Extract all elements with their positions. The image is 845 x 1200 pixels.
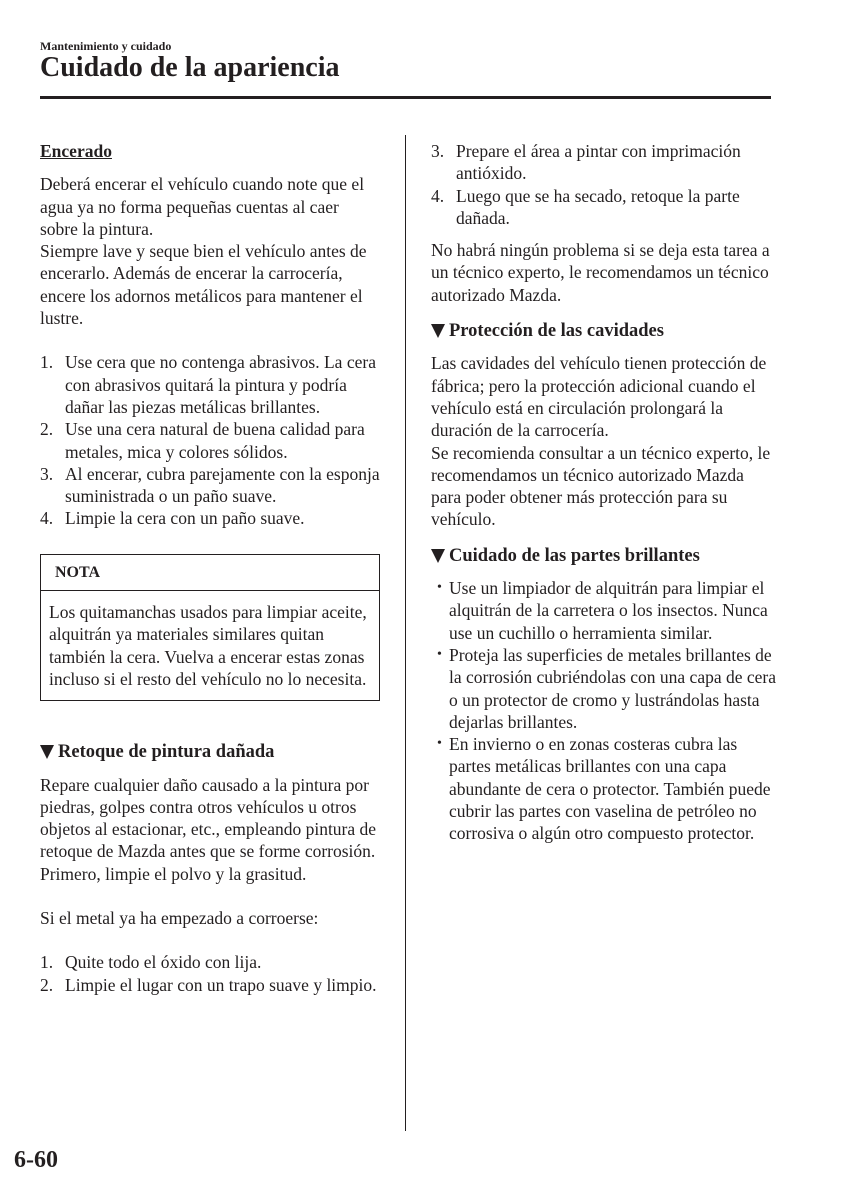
bullet-icon: •: [437, 646, 442, 662]
step-text: Luego que se ha secado, retoque la parte dañada.: [456, 185, 740, 228]
step-text: Use cera que no contenga abrasivos. La cera con abrasivos quitará la pintura y podría dañar las piezas metálicas brillantes.: [65, 352, 376, 417]
list-item: [431, 185, 776, 230]
note-heading: NOTA: [41, 555, 379, 591]
bullet-text: En invierno o en zonas costeras cubra las partes metálicas brillantes con una capa abundante de cera o protector. También puede cubrir las partes con vaselina de petróleo no corrosiva o algún otro compuesto protector.: [449, 734, 771, 844]
list-item: [431, 140, 776, 185]
section-label: Mantenimiento y cuidado: [40, 39, 172, 53]
triangle-down-icon: [40, 745, 54, 759]
note-box: [40, 554, 380, 701]
step-text: Use una cera natural de buena calidad para metales, mica y colores sólidos.: [65, 419, 365, 462]
step-number: 2.: [40, 419, 54, 440]
brillantes-heading-label: Cuidado de las partes brillantes: [449, 545, 700, 566]
triangle-down-icon: [431, 324, 445, 338]
retoque-paragraph-1: Repare cualquier daño causado a la pintura por piedras, golpes contra otros vehículos u otros objetos al estacionar, etc., empleando pintura de retoque de Mazda antes que se forme corrosión. Primero, limpie el polvo y la grasitud.: [40, 774, 377, 884]
step-text: Al encerar, cubra parejamente con la esponja suministrada o un paño suave.: [65, 463, 380, 507]
step-number: 4.: [40, 508, 54, 529]
bullet-text: Proteja las superficies de metales brillantes de la corrosión cubriéndolas con una capa de cera o un protector de cromo y lustrándolas hasta dejarlas brillantes.: [449, 644, 776, 732]
page-title: Cuidado de la apariencia: [40, 52, 340, 83]
step-number: 3.: [40, 463, 54, 484]
step-text: Limpie la cera con un paño suave.: [65, 508, 305, 529]
left-column: [40, 140, 380, 996]
step-number: 1.: [40, 952, 54, 973]
step-text: Limpie el lugar con un trapo suave y limpio.: [65, 974, 377, 995]
list-item: [434, 733, 776, 844]
bullet-text: Use un limpiador de alquitrán para limpiar el alquitrán de la carretera o los insectos. Nunca use un cuchillo o herramienta similar.: [449, 578, 768, 643]
encerado-paragraph-1: Deberá encerar el vehículo cuando note que el agua ya no forma pequeñas cuentas al caer sobre la pintura.: [40, 174, 365, 239]
note-body: Los quitamanchas usados para limpiar aceite, alquitrán ya materiales similares quitan también la cera. Vuelva a encerar estas zonas incluso si el resto del vehículo no lo necesita.: [49, 602, 367, 689]
right-column: [431, 140, 776, 845]
list-item: [40, 351, 380, 418]
bullet-icon: •: [437, 580, 442, 596]
step-number: 3.: [431, 141, 445, 161]
wax-steps-list: [40, 351, 380, 529]
step-number: 1.: [40, 352, 54, 373]
retoque-heading: [40, 741, 380, 763]
column-divider: [405, 135, 406, 1131]
retoque-paragraph-3: No habrá ningún problema si se deja esta tarea a un técnico experto, le recomendamos un técnico autorizado Mazda.: [431, 240, 770, 305]
triangle-down-icon: [431, 549, 445, 563]
step-number: 4.: [431, 185, 445, 206]
encerado-paragraph-2: Siempre lave y seque bien el vehículo antes de encerarlo. Además de encerar la carrocería, encere los adornos metálicos para mantener el lustre.: [40, 241, 367, 329]
list-item: [434, 577, 776, 644]
brillantes-heading: [431, 545, 776, 567]
retoque-heading-label: Retoque de pintura dañada: [58, 742, 275, 763]
step-text: Prepare el área a pintar con imprimación antióxido.: [456, 141, 741, 184]
title-rule: [40, 96, 771, 99]
page-number: 6-60: [14, 1147, 58, 1173]
brillantes-bullet-list: [431, 577, 776, 845]
cavidades-paragraph-2: Se recomienda consultar a un técnico experto, le recomendamos un técnico autorizado Mazda para poder obtener más protección para su vehículo.: [431, 442, 771, 530]
retoque-steps-list: [40, 951, 380, 996]
list-item: [40, 951, 380, 973]
retoque-steps-list-continued: [431, 140, 776, 229]
cavidades-heading: [431, 320, 776, 342]
list-item: [434, 644, 776, 733]
cavidades-heading-label: Protección de las cavidades: [449, 321, 664, 342]
list-item: [40, 974, 380, 996]
list-item: [40, 463, 380, 508]
cavidades-paragraph-1: Las cavidades del vehículo tienen protección de fábrica; pero la protección adicional cuando el vehículo está en circulación prolongará la duración de la carrocería.: [431, 353, 767, 441]
encerado-heading: Encerado: [40, 141, 112, 161]
step-number: 2.: [40, 974, 54, 995]
list-item: [40, 418, 380, 463]
step-text: Quite todo el óxido con lija.: [65, 952, 262, 973]
bullet-icon: •: [437, 736, 442, 752]
list-item: [40, 507, 380, 529]
retoque-paragraph-2: Si el metal ya ha empezado a corroerse:: [40, 908, 319, 929]
